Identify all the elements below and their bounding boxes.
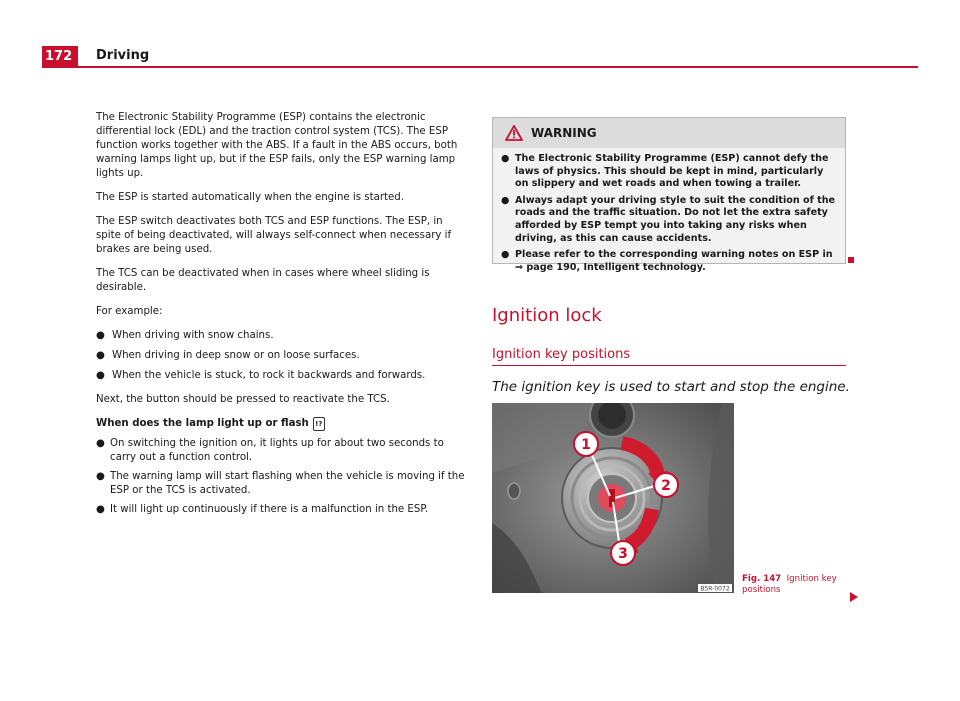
warning-item-text: The Electronic Stability Programme (ESP) cannot defy the laws of physics. This should be kept in mind, particularly on slippery and wet roads and when towing a trailer. <box>515 153 829 190</box>
figure-caption-text: Ignition key positions <box>742 574 837 595</box>
bullet-icon: ● <box>501 194 510 206</box>
callout-1 <box>574 432 598 456</box>
bullet-icon: ● <box>501 249 510 261</box>
bullet-icon: ● <box>96 438 105 449</box>
list-item <box>96 329 466 343</box>
paragraph: The ESP is started automatically when the engine is started. <box>96 192 405 203</box>
list-item-text: On switching the ignition on, it lights up for about two seconds to carry out a function control. <box>110 438 444 463</box>
section-lead: The ignition key is used to start and stop the engine. <box>492 379 850 395</box>
end-of-section-icon <box>848 257 854 263</box>
bullet-icon: ● <box>96 330 105 341</box>
section-heading: Ignition lock <box>492 305 602 326</box>
warning-item <box>501 195 837 245</box>
list-item <box>96 503 466 517</box>
figure-code: B5R-0072 <box>700 585 730 593</box>
warning-header <box>493 118 845 148</box>
continue-arrow-icon <box>850 592 858 602</box>
warning-item-text: Always adapt your driving style to suit the condition of the roads and the traffic situation. Do not let the extra safety afforded by ESP tempt you into taking any risks when driving, as this can cause accidents. <box>515 194 836 244</box>
svg-text:3: 3 <box>618 546 628 562</box>
paragraph: The ESP switch deactivates both TCS and ESP functions. The ESP, in spite of being deactivated, will always self-connect when necessary if brakes are being used. <box>96 216 452 255</box>
subheading <box>96 417 466 431</box>
bullet-icon: ● <box>501 153 510 164</box>
svg-text:1: 1 <box>581 437 591 453</box>
list-item-text: When the vehicle is stuck, to rock it backwards and forwards. <box>112 370 426 381</box>
callout-2 <box>654 473 678 497</box>
figure-number: Fig. 147 <box>742 574 782 584</box>
svg-text:2: 2 <box>661 478 671 494</box>
warning-item <box>501 153 837 191</box>
callout-3 <box>611 541 635 565</box>
paragraph: The Electronic Stability Programme (ESP) contains the electronic differential lock (EDL) and the traction control system (TCS). The ESP function works together with the ABS. If a fault in the ABS occurs, both warning lamps light up, but if the ESP fails, only the ESP warning lamp lights up. <box>96 112 458 179</box>
section-subheading: Ignition key positions <box>492 347 631 362</box>
paragraph: Next, the button should be pressed to reactivate the TCS. <box>96 394 390 405</box>
header-rule <box>42 66 918 68</box>
list-item-text: When driving in deep snow or on loose surfaces. <box>112 350 360 361</box>
list-item-text: The warning lamp will start flashing when the vehicle is moving if the ESP or the TCS is activated. <box>110 471 465 496</box>
list-item-text: It will light up continuously if there is a malfunction in the ESP. <box>110 504 429 515</box>
warning-body <box>493 148 845 274</box>
warning-title: WARNING <box>531 126 597 140</box>
list-item <box>96 437 466 465</box>
bullet-icon: ● <box>96 471 105 482</box>
left-column <box>96 111 466 522</box>
bullet-icon: ● <box>96 504 105 515</box>
page-number: 172 <box>42 46 78 68</box>
bullet-icon: ● <box>96 350 105 361</box>
warning-box <box>492 117 846 273</box>
paragraph: For example: <box>96 306 163 317</box>
list-item <box>96 369 466 383</box>
paragraph: The TCS can be deactivated when in cases where wheel sliding is desirable. <box>96 268 430 293</box>
subheading-rule <box>492 365 846 366</box>
list-item <box>96 349 466 363</box>
list-item-text: When driving with snow chains. <box>112 330 274 341</box>
subheading-text: When does the lamp light up or flash <box>96 418 309 429</box>
chapter-title: Driving <box>96 48 150 63</box>
ignition-figure <box>492 403 734 593</box>
warning-triangle-icon <box>505 125 523 141</box>
warning-item <box>501 249 837 274</box>
figure-caption <box>742 574 852 596</box>
esp-lamp-icon: !? <box>313 417 325 431</box>
ignition-lock-illustration <box>492 403 734 593</box>
bullet-icon: ● <box>96 370 105 381</box>
warning-item-text: Please refer to the corresponding warning notes on ESP in ⇒ page 190, Intelligent technology. <box>515 249 833 273</box>
list-item <box>96 470 466 498</box>
